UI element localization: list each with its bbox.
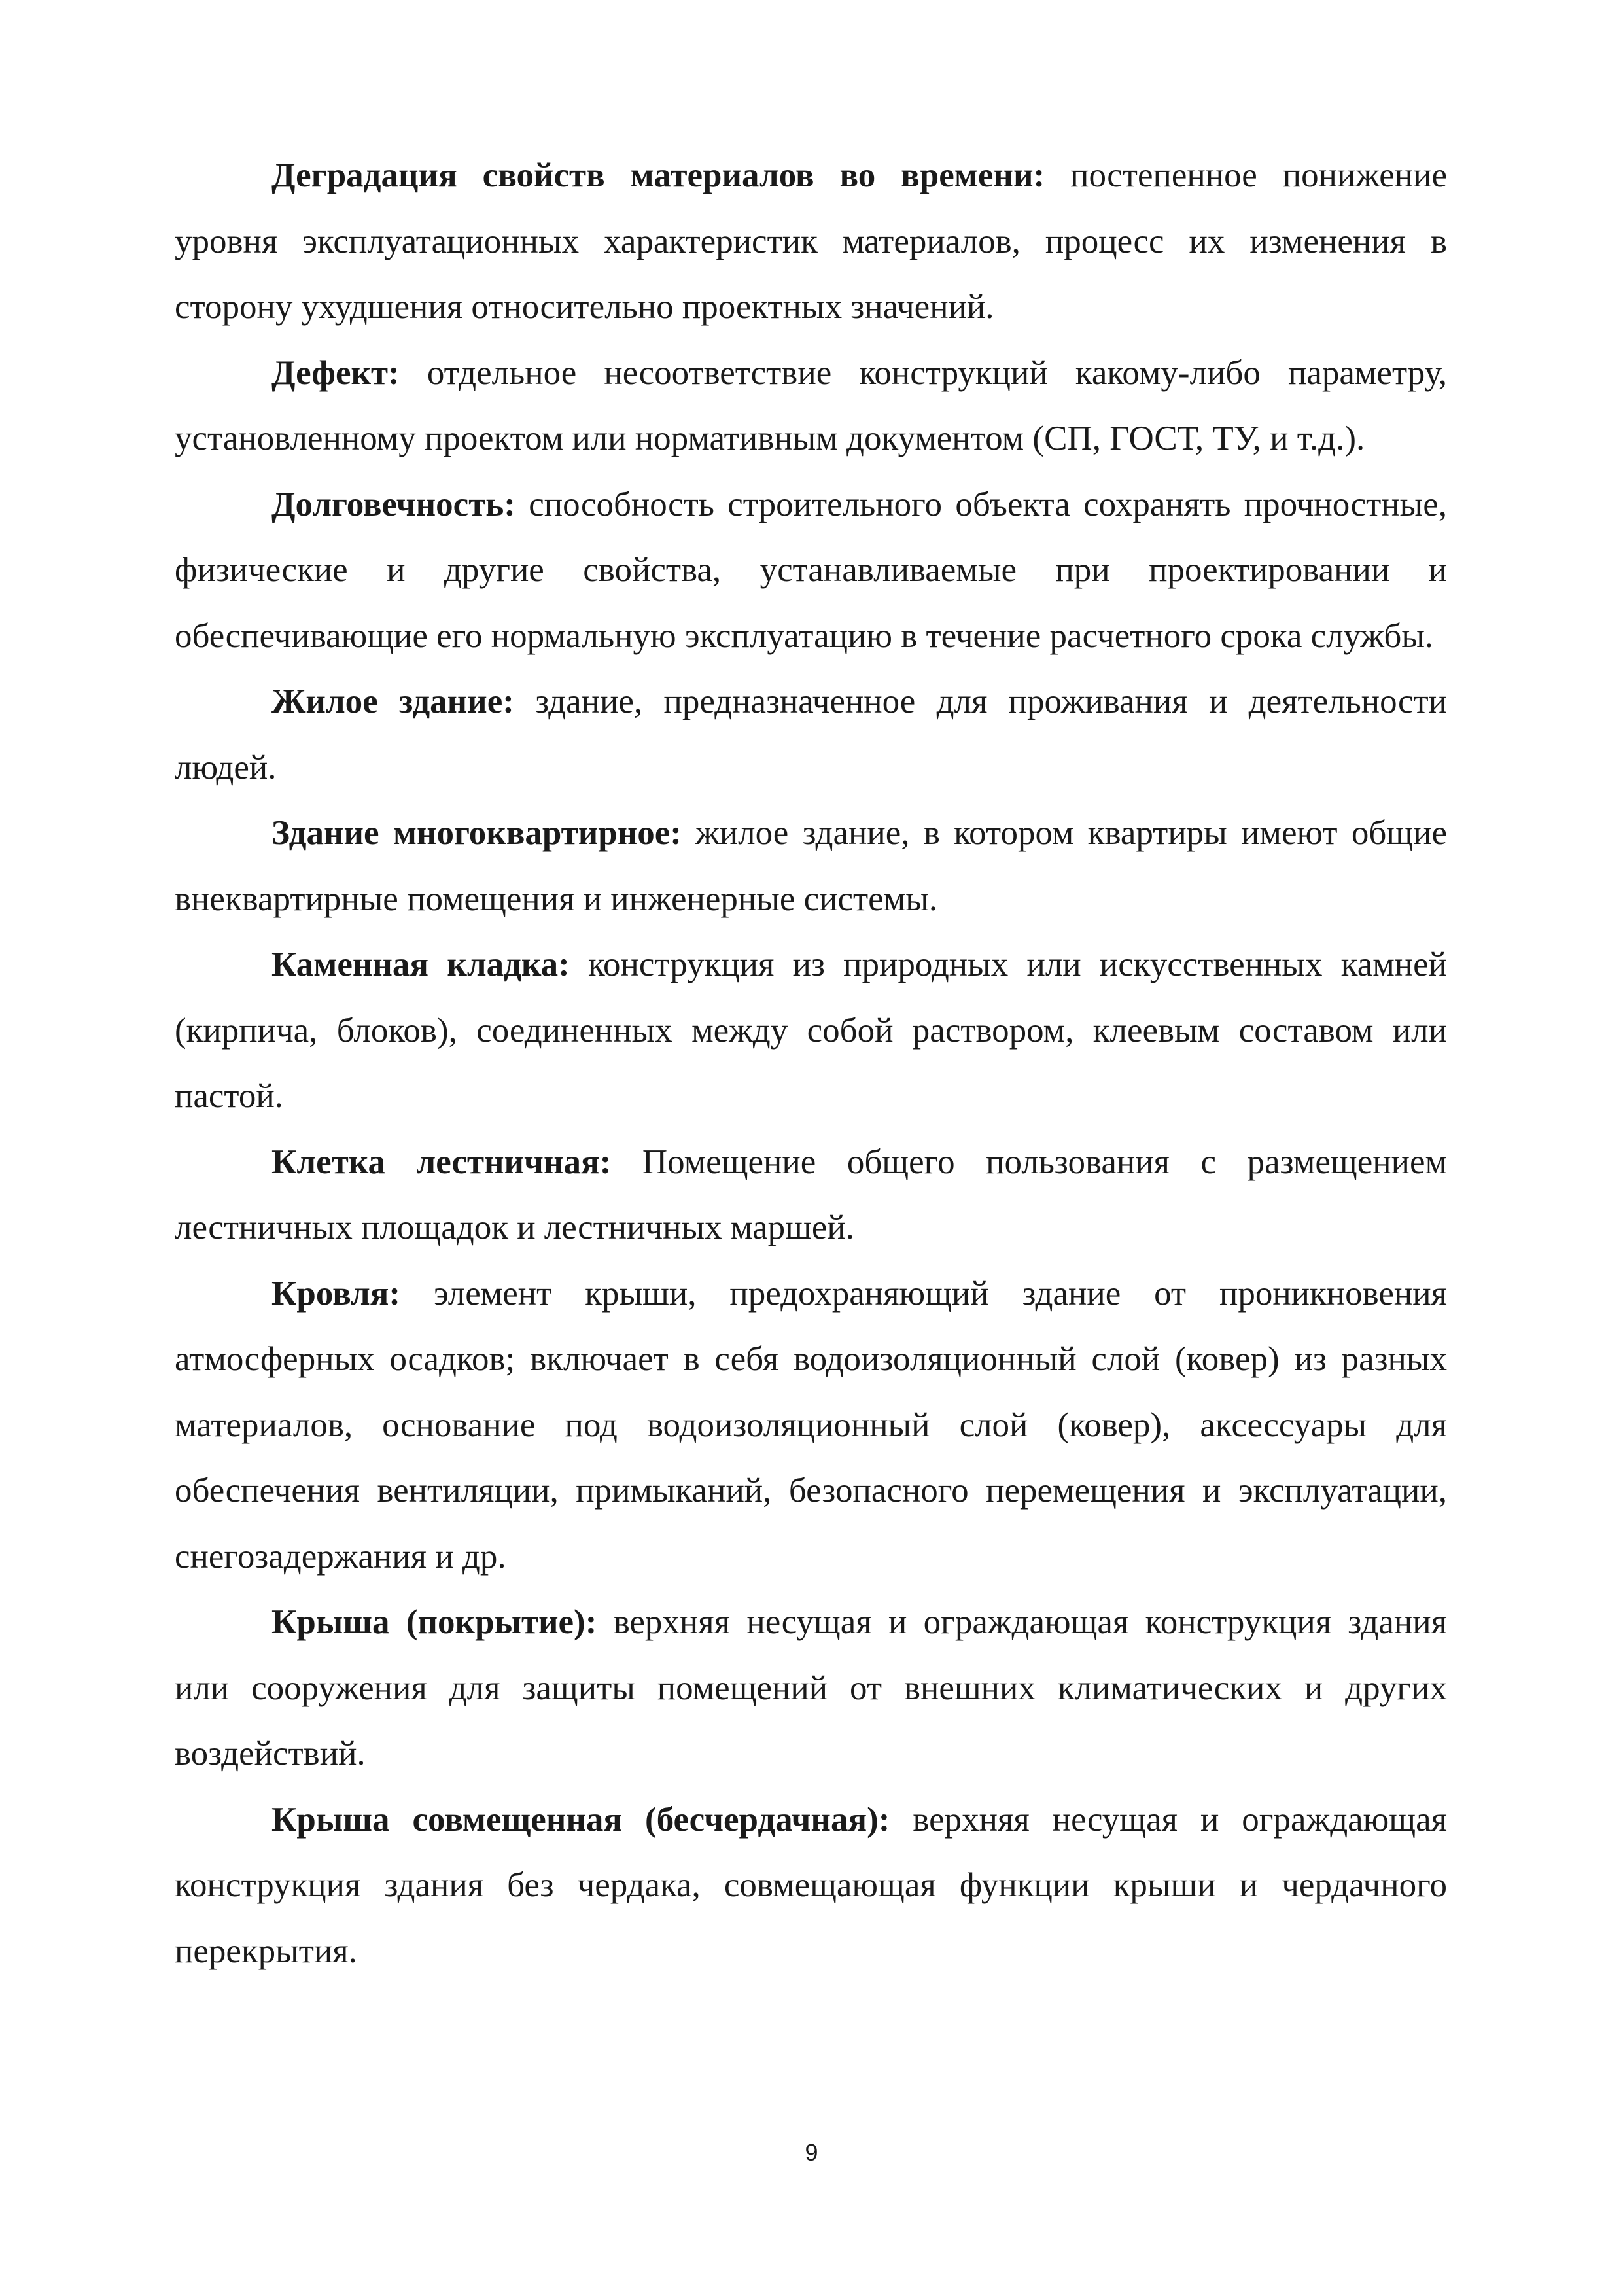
- glossary-entry-residential-building: [175, 669, 1447, 800]
- glossary-definition: постепенное понижение уровня эксплуатационных характеристик материалов, процесс их изменения в сторону ухудшения относительно проектных значений.: [175, 156, 1447, 326]
- glossary-definition: конструкция из природных или искусственных камней (кирпича, блоков), соединенных между собой раствором, клеевым составом или пастой.: [175, 945, 1448, 1115]
- glossary-entry-stairwell: [175, 1129, 1447, 1261]
- glossary-definition: верхняя несущая и ограждающая конструкция здания без чердака, совмещающая функции крыши и чердачного перекрытия.: [175, 1800, 1447, 1970]
- glossary-term: Долговечность:: [271, 485, 515, 523]
- glossary-definition: Помещение общего пользования с размещением лестничных площадок и лестничных маршей.: [175, 1142, 1448, 1246]
- glossary-body: [175, 143, 1447, 1984]
- glossary-term: Крыша (покрытие):: [271, 1603, 597, 1641]
- glossary-entry-durability: [175, 472, 1447, 669]
- glossary-term: Деградация свойств материалов во времени:: [271, 156, 1045, 194]
- glossary-term: Каменная кладка:: [271, 945, 570, 983]
- glossary-definition: жилое здание, в котором квартиры имеют общие внеквартирные помещения и инженерные системы.: [175, 814, 1447, 918]
- glossary-definition: здание, предназначенное для проживания и деятельности людей.: [175, 682, 1448, 786]
- page-number: 9: [805, 2139, 818, 2166]
- glossary-term: Кровля:: [271, 1274, 401, 1313]
- glossary-entry-apartment-building: [175, 800, 1447, 932]
- glossary-term: Жилое здание:: [271, 682, 514, 720]
- glossary-term: Клетка лестничная:: [271, 1142, 612, 1181]
- glossary-entry-roof: [175, 1589, 1447, 1787]
- glossary-entry-defect: [175, 340, 1447, 472]
- glossary-entry-degradation: [175, 143, 1447, 340]
- glossary-term: Крыша совмещенная (бесчердачная):: [271, 1800, 890, 1839]
- glossary-definition: верхняя несущая и ограждающая конструкция здания или сооружения для защиты помещений от внешних климатических и других воздействий.: [175, 1603, 1447, 1773]
- glossary-definition: способность строительного объекта сохранять прочностные, физические и другие свойства, устанавливаемые при проектировании и обеспечивающие его нормальную эксплуатацию в течение расчетного срока службы.: [175, 485, 1448, 655]
- glossary-definition: отдельное несоответствие конструкций какому-либо параметру, установленному проектом или нормативным документом (СП, ГОСТ, ТУ, и т.д.).: [175, 353, 1448, 457]
- glossary-term: Дефект:: [271, 353, 400, 392]
- glossary-entry-combined-roof: [175, 1787, 1447, 1985]
- glossary-definition: элемент крыши, предохраняющий здание от проникновения атмосферных осадков; включает в себя водоизоляционный слой (ковер) из разных материалов, основание под водоизоляционный слой (ковер), аксессуары для обеспечения вентиляции, примыканий, безопасного перемещения и эксплуатации, снегозадержания и др.: [175, 1274, 1448, 1576]
- glossary-entry-roofing: [175, 1261, 1447, 1590]
- glossary-term: Здание многоквартирное:: [271, 814, 682, 852]
- glossary-entry-masonry: [175, 932, 1447, 1129]
